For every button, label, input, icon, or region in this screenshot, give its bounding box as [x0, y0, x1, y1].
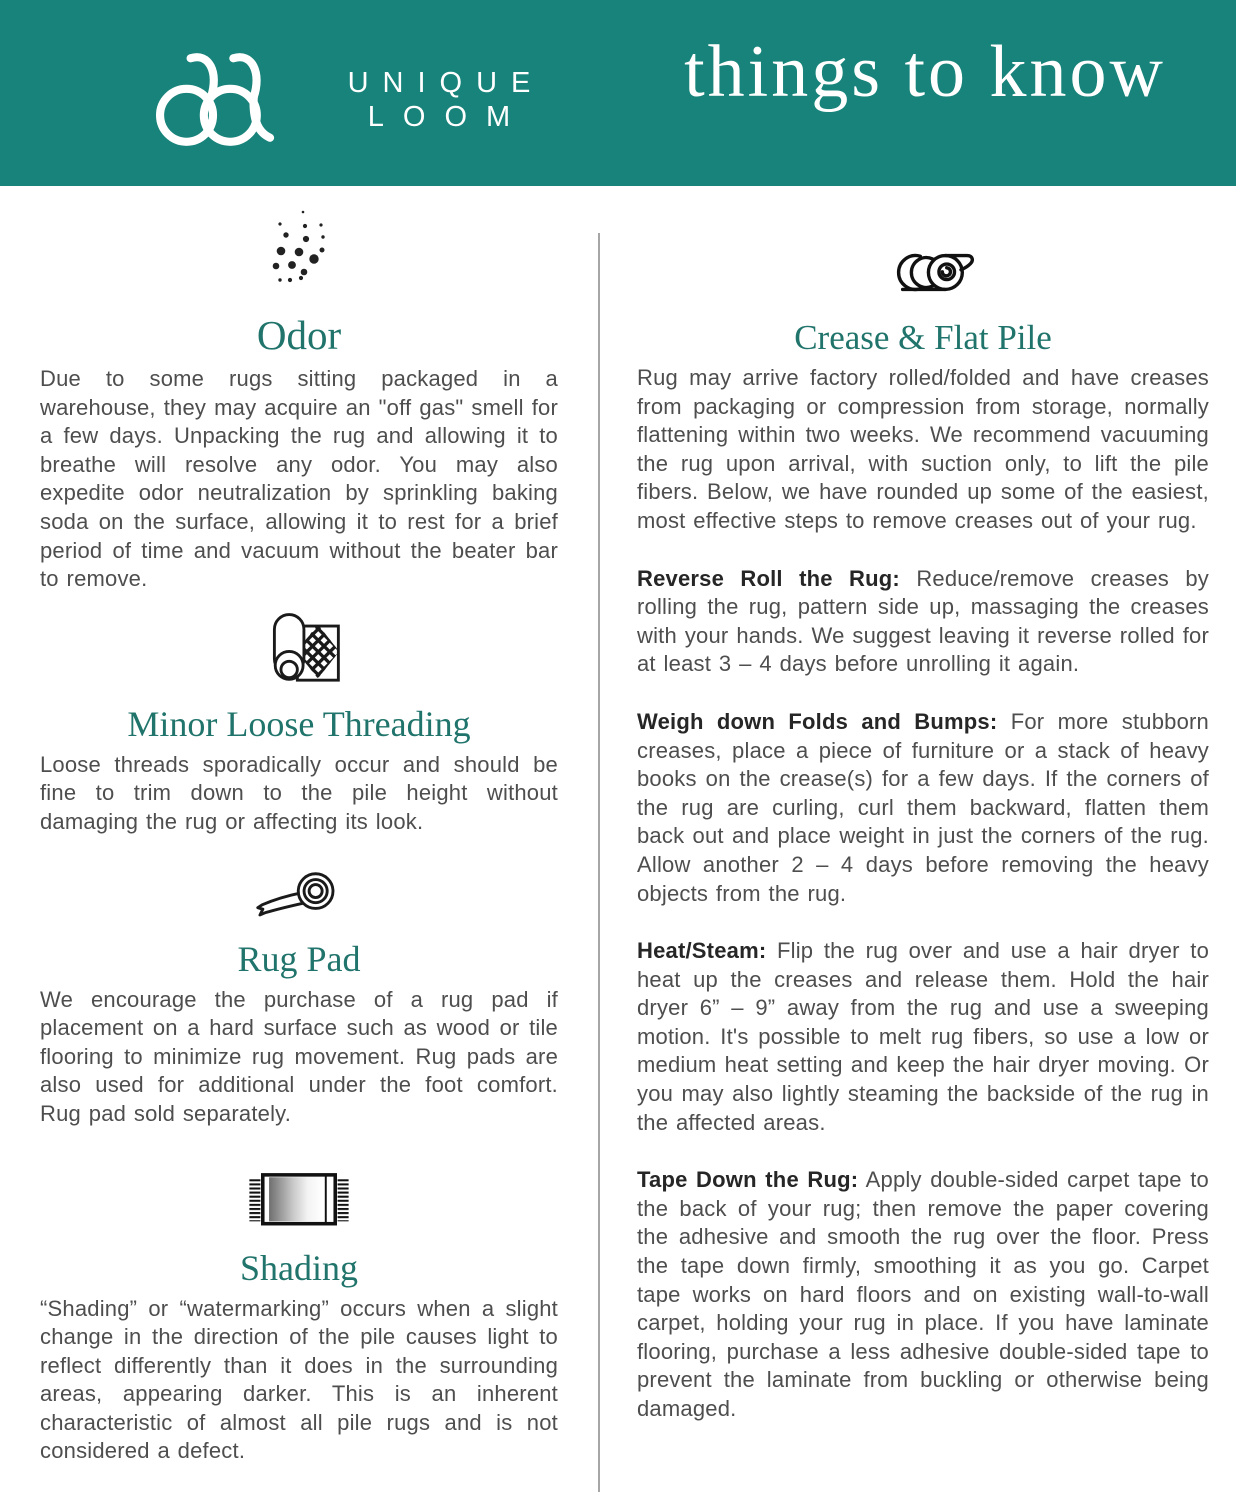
section-body-odor: Due to some rugs sitting packaged in a warehouse, they may acquire an "off gas" smell for a few days. Unpacking the rug and allowing it to breathe will resolve any odor. You may also expedite odor neutralization by sprinkling baking soda on the surface, allowing it to rest for a brief period of time and vacuum without the beater bar to remove.	[40, 366, 558, 592]
tip-weigh-down-body: For more stubborn creases, place a piece of furniture or a stack of heavy books on the crease(s) for a few days. If the corners of the rug are curling, curl them backward, flatten them back out and place weight in just the corners of the rug. Allow another 2 – 4 days before removing the heavy objects from the rug.	[637, 708, 1209, 906]
tip-heat-steam-body: Flip the rug over and use a hair dryer to heat up the creases and release them. Hold the hair dryer 6” – 9” away from the rug and use a sweeping motion. It's possible to melt rug fibers, so use a low or medium heat setting and keep the hair dryer moving. Or you may also lightly steaming the backside of the rug in the affected areas.	[637, 938, 1210, 1135]
tip-heat-steam	[637, 937, 1209, 1137]
crease-intro-paragraph: Rug may arrive factory rolled/folded and have creases from packaging or compression from storage, normally flattening within two weeks. We recommend vacuuming the rug upon arrival, with suction only, to lift the pile fibers. Below, we have rounded up some of the easiest, most effective steps to remove creases out of your rug.	[637, 365, 1209, 533]
section-heading-crease-flat-pile: Crease & Flat Pile	[794, 318, 1052, 357]
tip-tape-down-label: Tape Down the Rug:	[637, 1167, 859, 1193]
section-body-rug-pad: We encourage the purchase of a rug pad if placement on a hard surface such as wood or tile flooring to minimize rug movement. Rug pads are also used for additional under the foot comfort. Rug pad sold separately.	[40, 986, 558, 1126]
tip-reverse-roll-body: Reduce/remove creases by rolling the rug, pattern side up, massaging the creases with your hands. We suggest leaving it reverse rolled for at least 3 – 4 days before unrolling it again.	[637, 565, 1209, 677]
right-column	[637, 200, 1209, 1424]
tip-reverse-roll	[637, 565, 1209, 679]
tip-weigh-down	[637, 708, 1209, 908]
section-shading	[40, 1167, 558, 1467]
rolled-rug-threads-icon	[253, 608, 345, 690]
rug-pad-roll-icon	[252, 865, 346, 923]
unique-loom-logo-icon	[106, 42, 320, 154]
section-minor-loose-threading	[40, 608, 558, 837]
section-heading-odor: Odor	[256, 312, 342, 358]
left-column	[40, 200, 558, 1466]
section-rug-pad	[40, 865, 558, 1129]
section-heading-minor-loose-threading: Minor Loose Threading	[127, 703, 471, 744]
brand-line-unique: UNIQUE	[347, 67, 545, 99]
tip-tape-down-body: Apply double-sided carpet tape to the back of your rug; then remove the paper covering the adhesive and smooth the rug over the floor. Press the tape down firmly, smoothing it as you go. Carpet tape works on hard floors and on existing wall-to-wall carpet, holding your rug in place. If you have laminate flooring, purchase a less adhesive double-sided tape to prevent the laminate from buckling or otherwise being damaged.	[637, 1167, 1209, 1421]
tip-weigh-down-label: Weigh down Folds and Bumps:	[637, 708, 998, 734]
rolled-rug-side-icon	[862, 244, 984, 301]
tip-heat-steam-label: Heat/Steam:	[637, 938, 767, 964]
section-odor	[40, 206, 558, 594]
section-heading-rug-pad: Rug Pad	[237, 938, 361, 979]
shaded-rug-icon	[247, 1167, 351, 1230]
section-heading-shading: Shading	[239, 1247, 358, 1288]
odor-dots-icon	[249, 206, 349, 298]
column-divider	[598, 233, 600, 1492]
brand-line-loom: LOOM	[367, 101, 530, 133]
section-body-shading: “Shading” or “watermarking” occurs when a slight change in the direction of the pile causes light to reflect differently than it does in the surrounding areas, appearing darker. This is an inherent characteristic of almost all pile rugs and is not considered a defect.	[40, 1295, 558, 1464]
page-title: things to know	[684, 31, 1166, 113]
brand-name	[324, 66, 554, 134]
tip-reverse-roll-label: Reverse Roll the Rug:	[637, 565, 900, 591]
tip-tape-down	[637, 1166, 1209, 1423]
header-banner	[0, 0, 1236, 186]
section-body-minor-loose-threading: Loose threads sporadically occur and should be fine to trim down to the pile height without damaging the rug or affecting its look.	[40, 751, 558, 834]
